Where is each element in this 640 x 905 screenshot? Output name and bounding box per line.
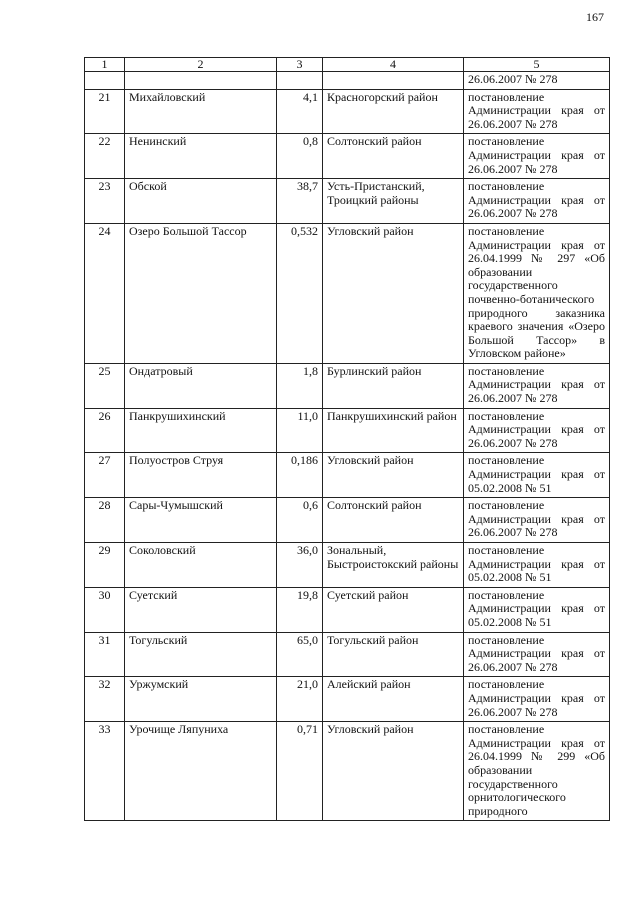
cell-name: Урочище Ляпуниха [125,722,277,821]
table-row [85,498,610,543]
cell-name: Панкрушихинский [125,408,277,453]
cell-number: 25 [85,363,125,408]
table-header [85,58,610,72]
cell-number: 27 [85,453,125,498]
cell-name: Михайловский [125,89,277,134]
cell-document: постановление Администрации края от 26.06.2007 № 278 [464,408,610,453]
cell-district: Алейский район [323,677,464,722]
table-row [85,363,610,408]
table-row [85,408,610,453]
cell-area: 0,186 [277,453,323,498]
column-header-document: 5 [464,58,610,72]
cell-area [277,72,323,90]
cell-number: 32 [85,677,125,722]
cell-number: 31 [85,632,125,677]
cell-document: постановление Администрации края от 26.06.2007 № 278 [464,134,610,179]
cell-document: 26.06.2007 № 278 [464,72,610,90]
cell-number: 22 [85,134,125,179]
cell-district: Бурлинский район [323,363,464,408]
cell-district: Угловский район [323,453,464,498]
cell-number: 26 [85,408,125,453]
cell-number: 33 [85,722,125,821]
cell-district: Усть-Пристанский, Троицкий районы [323,179,464,224]
cell-name: Суетский [125,587,277,632]
cell-area: 21,0 [277,677,323,722]
cell-number: 21 [85,89,125,134]
cell-district: Солтонский район [323,498,464,543]
cell-document: постановление Администрации края от 26.06.2007 № 278 [464,632,610,677]
column-header-name: 2 [125,58,277,72]
cell-number: 28 [85,498,125,543]
cell-document: постановление Администрации края от 26.06.2007 № 278 [464,89,610,134]
cell-number [85,72,125,90]
cell-district: Тогульский район [323,632,464,677]
cell-area: 0,8 [277,134,323,179]
cell-area: 4,1 [277,89,323,134]
table-row [85,453,610,498]
table-row [85,134,610,179]
cell-district: Солтонский район [323,134,464,179]
cell-area: 36,0 [277,543,323,588]
cell-name: Полуостров Струя [125,453,277,498]
cell-document: постановление Администрации края от 26.04.1999 № 299 «Об образовании государственного орнитологического природного [464,722,610,821]
cell-name [125,72,277,90]
cell-document: постановление Администрации края от 05.02.2008 № 51 [464,543,610,588]
table-row [85,89,610,134]
cell-district: Зональный, Быстроистокский районы [323,543,464,588]
cell-name: Тогульский [125,632,277,677]
cell-area: 1,8 [277,363,323,408]
table-row-continuation [85,72,610,90]
cell-number: 29 [85,543,125,588]
cell-district: Угловский район [323,722,464,821]
cell-district [323,72,464,90]
cell-name: Уржумский [125,677,277,722]
cell-district: Панкрушихинский район [323,408,464,453]
cell-district: Красногорский район [323,89,464,134]
cell-name: Озеро Большой Тассор [125,223,277,363]
cell-name: Соколовский [125,543,277,588]
cell-district: Угловский район [323,223,464,363]
column-header-number: 1 [85,58,125,72]
cell-name: Обской [125,179,277,224]
cell-document: постановление Администрации края от 26.06.2007 № 278 [464,179,610,224]
cell-area: 11,0 [277,408,323,453]
cell-name: Ненинский [125,134,277,179]
header-row [85,58,610,72]
table-row [85,677,610,722]
cell-district: Суетский район [323,587,464,632]
cell-area: 0,6 [277,498,323,543]
cell-area: 0,532 [277,223,323,363]
cell-area: 38,7 [277,179,323,224]
table-row [85,587,610,632]
table-row [85,722,610,821]
column-header-district: 4 [323,58,464,72]
cell-number: 30 [85,587,125,632]
cell-document: постановление Администрации края от 05.02.2008 № 51 [464,587,610,632]
cell-name: Сары-Чумышский [125,498,277,543]
table-row [85,543,610,588]
cell-number: 24 [85,223,125,363]
cell-document: постановление Администрации края от 26.04.1999 № 297 «Об образовании государственного почвенно-ботанического природного заказника краевого значения «Озеро Большой Тассор» в Угловском районе» [464,223,610,363]
cell-area: 19,8 [277,587,323,632]
cell-area: 65,0 [277,632,323,677]
reserves-table [84,57,610,821]
cell-number: 23 [85,179,125,224]
table-body [85,72,610,821]
table-row [85,632,610,677]
cell-document: постановление Администрации края от 26.06.2007 № 278 [464,363,610,408]
column-header-area: 3 [277,58,323,72]
table-row [85,179,610,224]
cell-name: Ондатровый [125,363,277,408]
cell-document: постановление Администрации края от 26.06.2007 № 278 [464,498,610,543]
cell-document: постановление Администрации края от 05.02.2008 № 51 [464,453,610,498]
cell-document: постановление Администрации края от 26.06.2007 № 278 [464,677,610,722]
cell-area: 0,71 [277,722,323,821]
table-row [85,223,610,363]
page-number: 167 [586,10,604,24]
